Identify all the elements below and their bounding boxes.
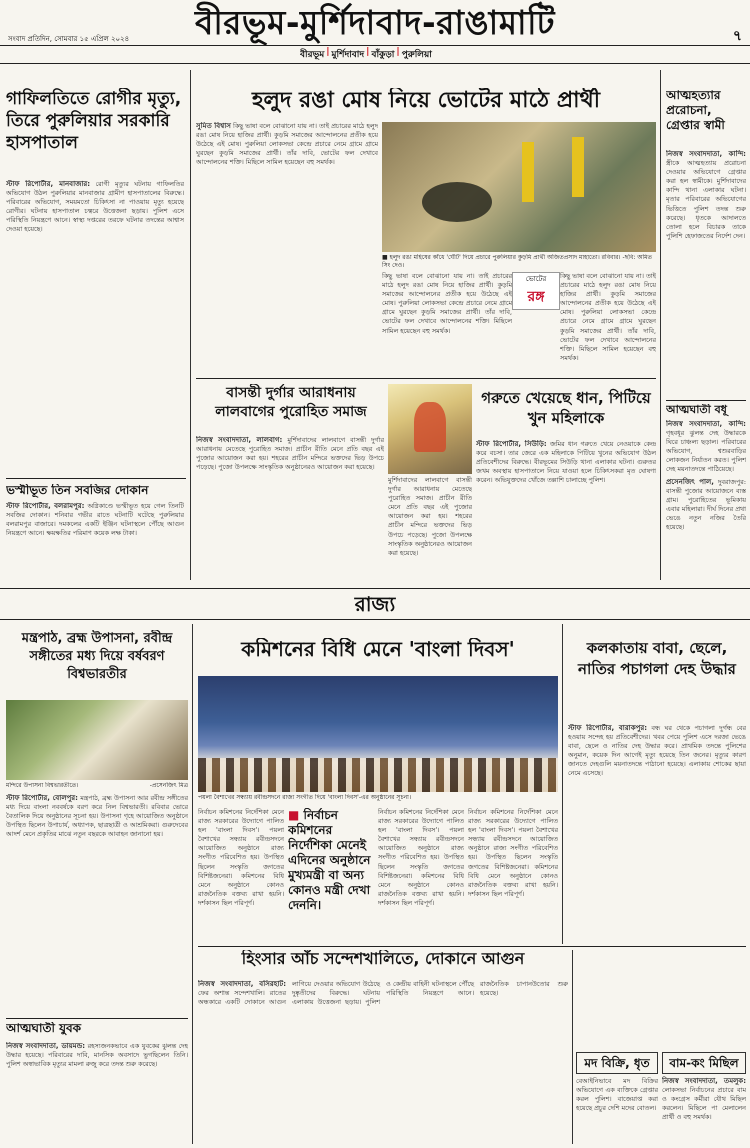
column-divider bbox=[190, 70, 191, 580]
bangla-dibas-headline[interactable]: কমিশনের বিধি মেনে 'বাংলা দিবস' bbox=[241, 638, 515, 661]
suicide-wife-story bbox=[666, 150, 746, 400]
dateline: সংবাদ প্রতিদিন, সোমবার ১৫ এপ্রিল ২০২৪ bbox=[8, 35, 130, 43]
district-list: বীরভূম | মুর্শিদাবাদ | বাঁকুড়া | পুরুলিয়া bbox=[300, 47, 432, 60]
bangla-dibas-body-2: নির্বাচন কমিশনের নির্দেশিকা মেনে রাজ্য সরকারের উদ্যোগে পালিত হল 'বাংলা দিবস'। পয়লা বৈশাখের সন্ধ্যায় রবীন্দ্রসদনে আয়োজিত অনুষ্ঠানে রাজ্য সংগীত পরিবেশিত হয়। উপস্থিত ছিলেন সংস্কৃতি জগতের বিশিষ্টজনেরা। কমিশনের বিধি মেনে অনুষ্ঠানে কোনও রাজনৈতিক বক্তব্য রাখা হয়নি। দর্শকাসন ছিল পরিপূর্ণ। bbox=[378, 808, 464, 907]
district-purulia[interactable]: পুরুলিয়া bbox=[401, 50, 432, 60]
masthead-rule bbox=[0, 45, 750, 46]
paddy-body: জমির ধান গরুতে খেয়ে নেওয়াকে কেন্দ্র করে বচসা। তার জেরে এক মহিলাকে পিটিয়ে খুনের অভিযোগ উঠল প্রতিবেশীদের বিরুদ্ধে। বীরভূমের সিউড়ি থানা এলাকার ঘটনা। গুরুতর জখম অবস্থায় হাসপাতালে নিয়ে যাওয়া হলে চিকিৎসকরা মৃত ঘোষণা করেন। অভিযুক্তদের খোঁজে তল্লাশি চালাচ্ছে পুলিশ। bbox=[476, 440, 656, 485]
bangla-dibas-body-1: নির্বাচন কমিশনের নির্দেশিকা মেনে রাজ্য সরকারের উদ্যোগে পালিত হল 'বাংলা দিবস'। পয়লা বৈশাখের সন্ধ্যায় রবীন্দ্রসদনে আয়োজিত অনুষ্ঠানে রাজ্য সংগীত পরিবেশিত হয়। উপস্থিত ছিলেন সংস্কৃতি জগতের বিশিষ্টজনেরা। কমিশনের বিধি মেনে অনুষ্ঠানে কোনও রাজনৈতিক বক্তব্য রাখা হয়নি। দর্শকাসন ছিল পরিপূর্ণ। bbox=[198, 808, 284, 907]
district-bankura[interactable]: বাঁকুড়া bbox=[371, 50, 395, 60]
bangla-dibas-headline-box bbox=[198, 638, 558, 672]
masthead-title: বীরভূম-মুর্শিদাবাদ-রাঙামাটি bbox=[194, 3, 556, 42]
left-rally-headline[interactable]: বাম-কং মিছিল bbox=[662, 1052, 746, 1074]
paddy-byline: স্টাফ রিপোর্টার, সিউড়ি: bbox=[476, 440, 547, 448]
basanti-headline-box bbox=[196, 384, 386, 434]
vote-badge bbox=[512, 272, 560, 310]
borshoboron-credit: -প্রসেনজিৎ মিত্র bbox=[149, 782, 188, 789]
district-murshidabad[interactable]: মুর্শিদাবাদ bbox=[331, 50, 365, 60]
left-rally-body: লোকসভা নির্বাচনের প্রচারে বাম ও কংগ্রেস কর্মীরা যৌথ মিছিল করলেন। মিছিলে পা মেলালেন প্রার্থী ও বহু সমর্থক। bbox=[662, 1086, 746, 1122]
basanti-story-cont bbox=[388, 476, 472, 580]
district-birbhum[interactable]: বীরভূম bbox=[300, 50, 325, 60]
suicide-wife-headline[interactable]: আত্মহত্যার প্ররোচনা, গ্রেপ্তার স্বামী bbox=[666, 88, 725, 132]
sandeshkhali-headline[interactable]: হিংসার আঁচ সন্দেশখালিতে, দোকানে আগুন bbox=[241, 950, 525, 968]
basanti-photo bbox=[388, 384, 472, 474]
buffalo-shape bbox=[422, 182, 492, 222]
divider bbox=[198, 946, 746, 947]
vote-badge-top: ভোটের bbox=[525, 275, 547, 283]
section-rule-top bbox=[0, 588, 750, 589]
divider bbox=[6, 1018, 188, 1019]
liquor-box bbox=[576, 1052, 658, 1142]
vote-badge-main: রঙ্গ bbox=[527, 289, 545, 305]
bangla-dibas-story-2 bbox=[378, 808, 464, 942]
section-rule-bottom bbox=[0, 619, 750, 620]
liquor-headline[interactable]: মদ বিক্রি, ধৃত bbox=[576, 1052, 658, 1074]
young-suicide-byline: নিজস্ব সংবাদদাতা, ডায়মন্ড: bbox=[6, 1042, 86, 1050]
suicide-wife-headline-box bbox=[666, 88, 746, 148]
buffalo-headline-box bbox=[196, 88, 656, 118]
bangla-dibas-quote-text: নির্বাচন কমিশনের নির্দেশিকা মেনেই এদিনের অনুষ্ঠানে মুখ্যমন্ত্রী বা অন্য কোনও মন্ত্রী দেখা দেননি। bbox=[288, 808, 371, 912]
paddy-headline[interactable]: গরুতে খেয়েছে ধান, পিটিয়ে খুন মহিলাকে bbox=[481, 389, 651, 427]
young-suicide-body: রহস্যজনকভাবে এক যুবকের ঝুলন্ত দেহ উদ্ধার হয়েছে। পরিবারের দাবি, মানসিক অবসাদে ভুগছিলেন তিনি। পুলিশ অস্বাভাবিক মৃত্যুর মামলা রুজু করে তদন্ত শুরু করেছে। bbox=[6, 1042, 188, 1069]
column-divider bbox=[660, 70, 661, 580]
paddy-headline-box bbox=[476, 388, 656, 438]
idol-shape bbox=[414, 402, 446, 452]
suicide-bride-headline[interactable]: আত্মঘাতী বধূ bbox=[666, 404, 727, 416]
hospital-story bbox=[6, 180, 184, 470]
buffalo-byline: সুমিত বিশ্বাস bbox=[196, 122, 231, 130]
suicide-bride-story bbox=[666, 420, 746, 580]
sandeshkhali-byline: নিজস্ব সংবাদদাতা, বসিরহাট: bbox=[198, 980, 286, 988]
yellow-flag bbox=[572, 137, 584, 197]
fire-story bbox=[6, 502, 184, 582]
fire-headline-box bbox=[6, 484, 186, 502]
dignitaries-row bbox=[198, 758, 558, 792]
hospital-headline[interactable]: গাফিলতিতে রোগীর মৃত্যু, তিরে পুরুলিয়ার সরকারি হাসপাতাল bbox=[6, 89, 182, 153]
bangla-dibas-story-1 bbox=[198, 808, 284, 942]
kolkata-story bbox=[568, 724, 746, 942]
basanti-story bbox=[196, 436, 384, 580]
borshoboron-photo bbox=[6, 700, 188, 780]
suicide-bride-byline: নিজস্ব সংবাদদাতা, কান্দি: bbox=[666, 420, 746, 428]
young-suicide-story bbox=[6, 1042, 188, 1142]
buffalo-headline[interactable]: হলুদ রঙা মোষ নিয়ে ভোটের মাঠে প্রার্থী bbox=[251, 88, 601, 113]
column-divider bbox=[192, 624, 193, 1144]
borshoboron-headline-box bbox=[6, 630, 188, 700]
fire-body: অগ্নিকাণ্ডে ভস্মীভূত হয়ে গেল তিনটি সবজির দোকান। শনিবার গভীর রাতে ঘটনাটি ঘটেছে পুরুলিয়ার বলরামপুর বাজারে। দমকলের একটি ইঞ্জিন ঘটনাস্থলে পৌঁছে আগুন নিয়ন্ত্রণে আনে। ক্ষয়ক্ষতির পরিমাণ কয়েক লক্ষ টাকা। bbox=[6, 502, 184, 538]
divider bbox=[666, 400, 746, 401]
borshoboron-caption: মন্দিরে উপাসনা বিশ্বভারতীতে। bbox=[6, 782, 79, 789]
buffalo-photo bbox=[382, 122, 656, 252]
sandeshkhali-story bbox=[198, 980, 568, 1142]
bangla-dibas-caption: পয়লা বৈশাখের সন্ধ্যায় রবীন্দ্রসদনে রাজ্য সংগীত দিয়ে 'বাংলা দিবস'-এর অনুষ্ঠানের সূচনা। bbox=[198, 794, 412, 801]
page-number: ৭ bbox=[732, 28, 742, 44]
kolkata-body: বন্ধ ঘর থেকে পচাগলা দুর্গন্ধ বের হওয়ায় সন্দেহ হয় প্রতিবেশীদের। খবর পেয়ে পুলিশ এসে দরজা ভেঙে বাবা, ছেলে ও নাতির দেহ উদ্ধার করে। প্রাথমিক তদন্তে পুলিশের অনুমান, কয়েক দিন আগেই মৃত্যু হয়েছে তিন জনের। মৃত্যুর কারণ জানতে দেহগুলি ময়নাতদন্তে পাঠানো হয়েছে। এলাকায় শোকের ছায়া নেমে এসেছে। bbox=[568, 724, 746, 778]
fire-byline: স্টাফ রিপোর্টার, বলরামপুর: bbox=[6, 502, 85, 510]
hospital-body: রোগী মৃত্যুর ঘটনায় গাফিলতির অভিযোগ উঠল পুরুলিয়ার মানবাজার গ্রামীণ হাসপাতালের বিরুদ্ধে। পরিবারের অভিযোগ, সময়মতো চিকিৎসা না পাওয়ায় মৃত্যু হয়েছে রোগীর। ঘটনায় হাসপাতাল চত্বরে উত্তেজনা ছড়ায়। পুলিশ এসে পরিস্থিতি নিয়ন্ত্রণে আনে। স্বাস্থ্য দপ্তরের তরফে ঘটনার তদন্তের আশ্বাস দেওয়া হয়েছে। bbox=[6, 180, 184, 234]
buffalo-story bbox=[196, 122, 378, 372]
borshoboron-headline[interactable]: মন্ত্রপাঠ, ব্রহ্ম উপাসনা, রবীন্দ্র সঙ্গীতের মধ্য দিয়ে বর্ষবরণ বিশ্বভারতীর bbox=[21, 631, 173, 682]
bangla-dibas-story-3 bbox=[468, 808, 558, 942]
kolkata-headline-box bbox=[568, 638, 746, 722]
bangla-dibas-quote-box bbox=[288, 808, 374, 942]
yellow-flag bbox=[522, 142, 534, 202]
masthead-rule-bottom bbox=[0, 63, 750, 64]
basanti-body-2: মুর্শিদাবাদের লালবাগে বাসন্তী দুর্গার আরাধনায় মেতেছে পুরোহিত সমাজ। প্রাচীন রীতি মেনে প্রতি বছর এই পুজোর আয়োজন করা হয়। শহরের প্রাচীন মন্দিরে ভক্তদের ভিড় উপচে পড়েছে। পুজো উপলক্ষে সাংস্কৃতিক অনুষ্ঠানেরও আয়োজন করা হয়েছে। bbox=[388, 476, 472, 557]
borshoboron-body: মন্ত্রপাঠ, ব্রহ্ম উপাসনা আর রবীন্দ্র সঙ্গীতের মধ্য দিয়ে বাংলা নববর্ষকে বরণ করে নিল বিশ্বভারতী। রবিবার ভোরে বৈতালিক দিয়ে অনুষ্ঠানের সূচনা হয়। উপাসনা গৃহে আয়োজিত অনুষ্ঠানে উপস্থিত ছিলেন উপাচার্য, অধ্যাপক, ছাত্রছাত্রী ও আশ্রমিকরা। গুরুদেবের আদর্শ মেনে প্রকৃতির মাঝে নতুন বছরকে আবাহন জানানো হয়। bbox=[6, 794, 188, 839]
bangla-dibas-photo bbox=[198, 676, 558, 792]
liquor-body: বেআইনিভাবে মদ বিক্রির অভিযোগে এক ব্যক্তিকে গ্রেপ্তার করল পুলিশ। বাজেয়াপ্ত করা হয়েছে প্রচুর দেশি মদের বোতল। bbox=[576, 1077, 658, 1113]
suicide-bride-body-2: দুবরাজপুর: বাসন্তী পুজোর আয়োজনে ব্যস্ত গ্রাম। পুরোহিতের ভূমিকায় এবার মহিলারা। দীর্ঘ দিনের প্রথা ভেঙে নতুন নজির তৈরি হয়েছে। bbox=[666, 477, 746, 532]
buffalo-caption: ■ হলুদ রঙা মহিষের কাঁধে 'ঘেঁটি' দিয়ে প্রচারে পুরুলিয়ার কুড়মি প্রার্থী অজিতপ্রসাদ মাহাতো। রবিবার। -ছবি: অমিত সিং দেও। bbox=[382, 254, 653, 269]
borshoboron-story bbox=[6, 794, 188, 1014]
hospital-byline: স্টাফ রিপোর্টার, মানবাজার: bbox=[6, 180, 91, 188]
paddy-story bbox=[476, 440, 656, 580]
suicide-bride-body: গৃহবধূর ঝুলন্ত দেহ উদ্ধারকে ঘিরে চাঞ্চল্য ছড়াল। পরিবারের অভিযোগ, শ্বশুরবাড়ির লোকজন নির্যাতন করত। পুলিশ দেহ ময়নাতদন্তে পাঠিয়েছে। bbox=[666, 429, 746, 474]
bangla-dibas-body-3: নির্বাচন কমিশনের নির্দেশিকা মেনে রাজ্য সরকারের উদ্যোগে পালিত হল 'বাংলা দিবস'। পয়লা বৈশাখের সন্ধ্যায় রবীন্দ্রসদনে আয়োজিত অনুষ্ঠানে রাজ্য সংগীত পরিবেশিত হয়। উপস্থিত ছিলেন সংস্কৃতি জগতের বিশিষ্টজনেরা। কমিশনের বিধি মেনে অনুষ্ঠানে কোনও রাজনৈতিক বক্তব্য রাখা হয়নি। দর্শকাসন ছিল পরিপূর্ণ। bbox=[468, 808, 558, 898]
hospital-headline-box bbox=[6, 88, 186, 178]
basanti-body: মুর্শিদাবাদের লালবাগে বাসন্তী দুর্গার আরাধনায় মেতেছে পুরোহিত সমাজ। প্রাচীন রীতি মেনে প্রতি বছর এই পুজোর আয়োজন করা হয়। শহরের প্রাচীন মন্দিরে ভক্তদের ভিড় উপচে পড়েছে। পুজো উপলক্ষে সাংস্কৃতিক অনুষ্ঠানেরও আয়োজন করা হয়েছে। bbox=[196, 436, 384, 472]
young-suicide-headline-box bbox=[6, 1022, 188, 1040]
sandeshkhali-headline-box bbox=[198, 950, 568, 976]
buffalo-story-cont2 bbox=[560, 272, 656, 372]
left-rally-box bbox=[662, 1052, 746, 1142]
buffalo-body: কিছু ভাষা বলে বোঝানো যায় না। তাই প্রচারের মাঠে হলুদ রঙা মোষ নিয়ে হাজির প্রার্থী। কুড়মি সমাজের আন্দোলনের প্রতীক হয়ে উঠেছে এই মোষ। পুরুলিয়া লোকসভা কেন্দ্রে প্রচারে নেমে গ্রামে গ্রামে ঘুরছেন কুড়মি সমাজের প্রার্থী। তাঁর দাবি, ভোটের ফল দেখাবে আন্দোলনের শক্তি। মিছিলে সামিল হয়েছেন বহু সমর্থক। bbox=[196, 122, 378, 167]
bangla-dibas-quote: ■ নির্বাচন কমিশনের নির্দেশিকা মেনেই এদিনের অনুষ্ঠানে মুখ্যমন্ত্রী বা অন্য কোনও মন্ত্রী দেখা দেননি। bbox=[288, 808, 371, 912]
buffalo-story-cont bbox=[382, 272, 512, 372]
section-label: রাজ্য bbox=[354, 592, 396, 616]
kolkata-byline: স্টাফ রিপোর্টার, বারাকপুর: bbox=[568, 724, 648, 732]
divider bbox=[196, 378, 656, 379]
buffalo-body-3: কিছু ভাষা বলে বোঝানো যায় না। তাই প্রচারের মাঠে হলুদ রঙা মোষ নিয়ে হাজির প্রার্থী। কুড়মি সমাজের আন্দোলনের প্রতীক হয়ে উঠেছে এই মোষ। পুরুলিয়া লোকসভা কেন্দ্রে প্রচারে নেমে গ্রামে গ্রামে ঘুরছেন কুড়মি সমাজের প্রার্থী। তাঁর দাবি, ভোটের ফল দেখাবে আন্দোলনের শক্তি। মিছিলে সামিল হয়েছেন বহু সমর্থক। bbox=[560, 272, 656, 362]
basanti-byline: নিজস্ব সংবাদদাতা, লালবাগ: bbox=[196, 436, 283, 444]
borshoboron-caption-box bbox=[6, 782, 188, 792]
column-divider bbox=[562, 624, 563, 944]
left-rally-byline: নিজস্ব সংবাদদাতা, তমলুক: bbox=[662, 1077, 746, 1085]
basanti-headline[interactable]: বাসন্তী দুর্গার আরাধনায় লালবাগের পুরোহিত সমাজ bbox=[215, 385, 367, 420]
kolkata-headline[interactable]: কলকাতায় বাবা, ছেলে, নাতির পচাগলা দেহ উদ্ধার bbox=[578, 639, 736, 678]
suicide-wife-body: স্ত্রীকে আত্মহত্যায় প্ররোচনা দেওয়ার অভিযোগে গ্রেপ্তার করা হল স্বামীকে। মুর্শিদাবাদের কান্দি থানা এলাকার ঘটনা। মৃতার পরিবারের অভিযোগের ভিত্তিতে পুলিশ তদন্ত শুরু করেছে। ধৃতকে আদালতে তোলা হলে বিচারক তাকে পুলিশি হেফাজতের নির্দেশ দেন। bbox=[666, 159, 746, 240]
divider bbox=[6, 478, 186, 479]
suicide-bride-byline-2: প্রসেনজিৎ পাল, bbox=[666, 477, 714, 486]
buffalo-body-2: কিছু ভাষা বলে বোঝানো যায় না। তাই প্রচারের মাঠে হলুদ রঙা মোষ নিয়ে হাজির প্রার্থী। কুড়মি সমাজের আন্দোলনের প্রতীক হয়ে উঠেছে এই মোষ। পুরুলিয়া লোকসভা কেন্দ্রে প্রচারে নেমে গ্রামে গ্রামে ঘুরছেন কুড়মি সমাজের প্রার্থী। তাঁর দাবি, ভোটের ফল দেখাবে আন্দোলনের শক্তি। মিছিলে সামিল হয়েছেন বহু সমর্থক। bbox=[382, 272, 512, 335]
suicide-wife-byline: নিজস্ব সংবাদদাতা, কান্দি: bbox=[666, 150, 746, 158]
suicide-bride-headline-box bbox=[666, 404, 746, 420]
fire-headline[interactable]: ভস্মীভূত তিন সবজির দোকান bbox=[6, 484, 149, 497]
young-suicide-headline[interactable]: আত্মঘাতী যুবক bbox=[6, 1022, 82, 1035]
column-divider bbox=[572, 950, 573, 1144]
sandeshkhali-body: ফের অশান্ত সন্দেশখালি। রাতের অন্ধকারে একটি দোকানে আগুন লাগিয়ে দেওয়ার অভিযোগ উঠেছে দুষ্কৃতীদের বিরুদ্ধে। ঘটনায় এলাকায় উত্তেজনা ছড়ায়। পুলিশ ও কেন্দ্রীয় বাহিনী ঘটনাস্থলে পৌঁছে পরিস্থিতি নিয়ন্ত্রণে আনে। রাজনৈতিক চাপানউতোর শুরু হয়েছে। bbox=[198, 980, 568, 1007]
borshoboron-byline: স্টাফ রিপোর্টার, বোলপুর: bbox=[6, 794, 78, 802]
